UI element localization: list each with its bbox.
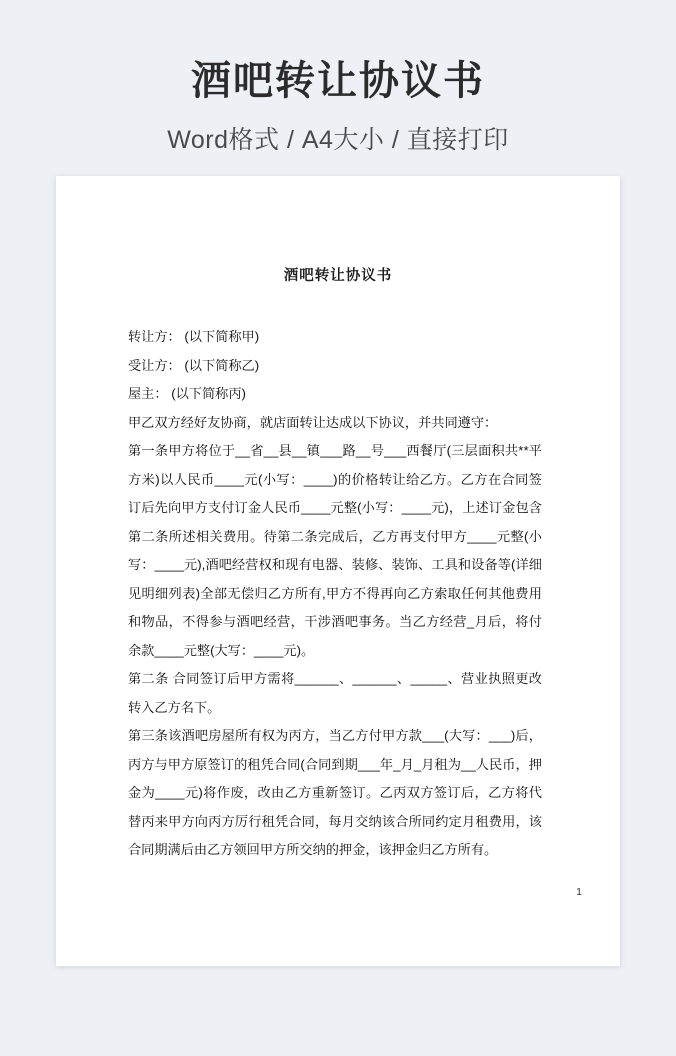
paragraph: 甲乙双方经好友协商，就店面转让达成以下协议，并共同遵守： — [128, 414, 498, 430]
page-number: 1 — [576, 886, 582, 898]
paragraph: 转让方： (以下简称甲) — [128, 329, 260, 344]
document-body — [128, 285, 542, 865]
paragraph: 第一条甲方将位于__省__县__镇___路__号___西餐厅(三层面积共**平方米)以人民币____元(小写：____)的价格转让给乙方。乙方在合同签订后先向甲方支付订金人民币____元整(小写：____元)，上述订金包含第二条所述相关费用。待第二条完成后，乙方再支付甲方____元整(小写：____元),酒吧经营权和现有电器、装修、装饰、工具和设备等(详细见明细列表)全部无偿归乙方所有,甲方不得再向乙方索取任何其他费用和物品，不得参与酒吧经营，干涉酒吧事务。当乙方经营_月后，将付余款____元整(大写：____元)。 — [128, 443, 542, 658]
paragraph: 受让方： (以下简称乙) — [128, 357, 260, 373]
paragraph: 第三条该酒吧房屋所有权为丙方，当乙方付甲方款___(大写：___)后，丙方与甲方原签订的租凭合同(合同到期___年_月_月租为__人民币，押金为____元)将作废，改由乙方重新签订。乙丙双方签订后，乙方将代替丙来甲方向丙方厉行租凭合同，每月交纳该合所同约定月租费用，该合同期满后由乙方领回甲方所交纳的押金，该押金归乙方所有。 — [128, 728, 542, 857]
paragraph: 第二条 合同签订后甲方需将______、______、_____、营业执照更改转入乙方名下。 — [128, 671, 542, 715]
paragraph: 屋主： (以下简称丙) — [128, 386, 246, 401]
banner — [0, 0, 676, 156]
document-page — [56, 176, 620, 966]
document-preview[interactable] — [56, 176, 620, 966]
banner-title: 酒吧转让协议书 — [191, 59, 485, 103]
banner-subtitle: Word格式 / A4大小 / 直接打印 — [167, 126, 509, 154]
document-title: 酒吧转让协议书 — [283, 268, 393, 284]
